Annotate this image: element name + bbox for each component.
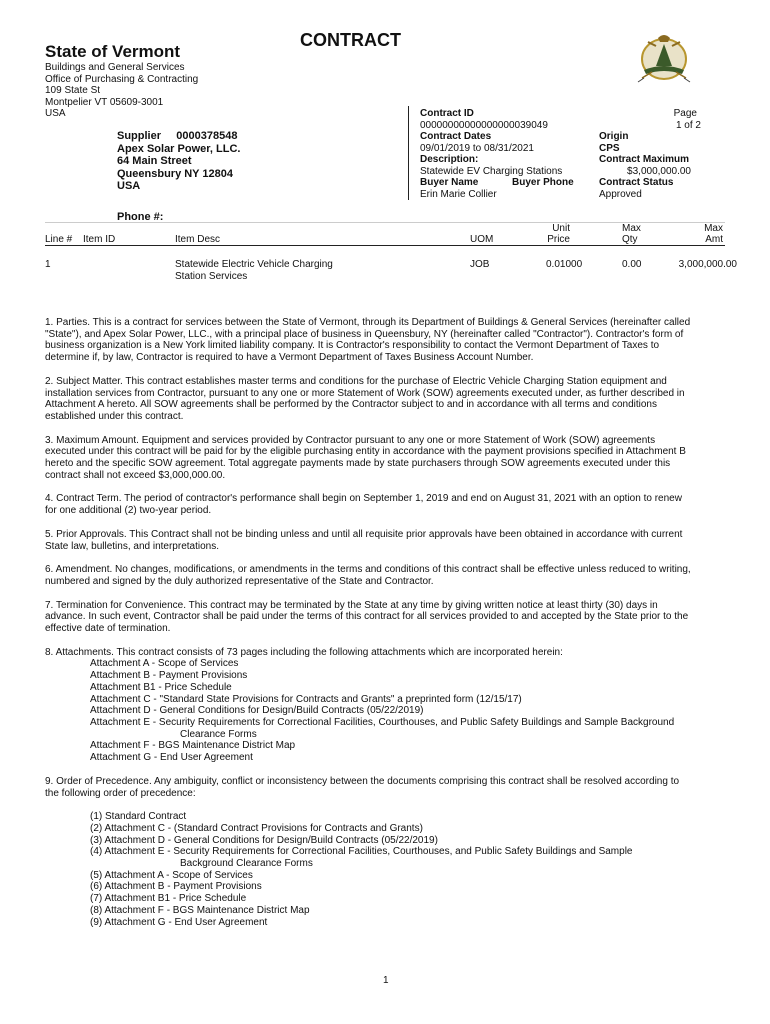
row-line: 1	[45, 259, 51, 270]
row-max-amt: 3,000,000.00	[678, 259, 737, 270]
buyer-phone-label: Buyer Phone	[512, 177, 574, 188]
page-label: Page	[673, 108, 697, 119]
header-max-amt-line: Amt	[705, 234, 723, 245]
paragraph-attachments: 8. Attachments. This contract consists of 73 pages including the following attachments which are incorporated herein:	[45, 646, 563, 658]
header-unit-price-line: Unit	[552, 223, 570, 234]
list-item: Attachment E - Security Requirements for Correctional Facilities, Courthouses, and Public Safety Buildings and Sample Background	[90, 716, 675, 728]
header-max-qty-line: Qty	[622, 234, 638, 245]
origin-label: Origin	[599, 131, 629, 142]
supplier-line: USA	[117, 180, 141, 192]
table-row	[45, 259, 740, 289]
header-line: Line #	[45, 234, 73, 245]
list-item: Attachment C - "Standard State Provisions for Contracts and Grants" a preprinted form (12/15/17)	[90, 693, 522, 705]
state-name: State of Vermont	[45, 42, 181, 61]
list-item: (8) Attachment F - BGS Maintenance District Map	[90, 904, 310, 916]
list-item: (6) Attachment B - Payment Provisions	[90, 881, 262, 893]
header-unit-price	[542, 223, 570, 245]
address-line: 109 State St	[45, 85, 101, 97]
attachments-list	[45, 658, 695, 763]
paragraph-maximum-amount: 3. Maximum Amount. Equipment and services provided by Contractor pursuant to any one or more Statement of Work (SOW) agreements executed under this contract will be paid for by the eligible purchasing entity in accordance with the payment provisions specified in Attachment B hereto and the specific SOW agreement. Total aggregate payments made by state purchasers through SOW agreements executed under this contract shall not exceed $3,000,000.00.	[45, 434, 686, 481]
list-item: Attachment F - BGS Maintenance District Map	[90, 740, 296, 752]
agency-address	[45, 62, 198, 120]
line-items-header	[45, 222, 725, 246]
description-label: Description:	[420, 154, 479, 165]
row-desc-line: Statewide Electric Vehicle Charging	[175, 259, 333, 270]
header-unit-price-line: Price	[547, 234, 570, 245]
list-item: Attachment A - Scope of Services	[90, 658, 239, 670]
precedence-list	[45, 811, 695, 928]
phone-label: Phone #:	[117, 211, 164, 223]
paragraph-subject-matter: 2. Subject Matter. This contract establishes master terms and conditions for the purchase of Electric Vehicle Charging Station equipment and installation services from Contractor, pursuant to any one or more Statement of Work (SOW) agreements executed under, as further described in Attachment A hereto. All SOW agreements shall be performed by the Contractor subject to and in accordance with all terms and conditions established under this contract.	[45, 375, 685, 422]
page-number: 1	[383, 975, 389, 986]
vermont-seal-icon	[634, 32, 694, 84]
header-item-id: Item ID	[83, 234, 116, 245]
list-item: Attachment G - End User Agreement	[90, 752, 253, 764]
header-max-qty-line: Max	[622, 223, 641, 234]
description-value: Statewide EV Charging Stations	[420, 165, 563, 177]
paragraph-termination: 7. Termination for Convenience. This contract may be terminated by the State at any time by giving written notice at least thirty (30) days in advance. In such event, Contractor shall be paid under the terms of this contract for all services provided to and accepted by the State prior to the effective date of termination.	[45, 599, 689, 635]
header-max-amt	[704, 223, 723, 245]
contract-dates-value: 09/01/2019 to 08/31/2021	[420, 142, 534, 154]
origin-value: CPS	[599, 142, 620, 154]
paragraph-order-of-precedence: 9. Order of Precedence. Any ambiguity, conflict or inconsistency between the documents comprising this contract shall be resolved according to the following order of precedence:	[45, 775, 680, 799]
header-item-desc: Item Desc	[175, 234, 221, 245]
contract-body	[45, 317, 695, 928]
list-item: Attachment B - Payment Provisions	[90, 670, 248, 682]
address-line: USA	[45, 108, 66, 120]
supplier-block	[117, 130, 240, 193]
buyer-name-label: Buyer Name	[420, 177, 479, 188]
header-max-qty	[622, 223, 641, 245]
list-item: (4) Attachment E - Security Requirements for Correctional Facilities, Courthouses, and Public Safety Buildings and Sample	[90, 846, 633, 858]
contract-id-value: 00000000000000000039049	[420, 119, 548, 131]
contract-status-label: Contract Status	[599, 177, 674, 188]
supplier-line: 64 Main Street	[117, 155, 192, 167]
paragraph-amendment: 6. Amendment. No changes, modifications, or amendments in the terms and conditions of this contract shall be effective unless reduced to writing, numbered and signed by the duly authorized representative of the State and Contractor.	[45, 564, 691, 587]
row-desc	[175, 259, 333, 282]
supplier-line: Apex Solar Power, LLC.	[117, 142, 241, 155]
supplier-id: 0000378548	[176, 130, 238, 142]
supplier-label: Supplier	[117, 130, 162, 142]
list-item: (2) Attachment C - (Standard Contract Provisions for Contracts and Grants)	[90, 822, 423, 834]
address-line: Office of Purchasing & Contracting	[45, 73, 199, 85]
header-max-amt-line: Max	[704, 223, 723, 234]
contract-maximum-value: $3,000,000.00	[627, 165, 691, 177]
page-value: 1 of 2	[675, 119, 701, 131]
list-item: (3) Attachment D - General Conditions for Design/Build Contracts (05/22/2019)	[90, 834, 438, 846]
list-item: (5) Attachment A - Scope of Services	[90, 869, 253, 881]
list-item: Background Clearance Forms	[180, 858, 313, 870]
row-uom: JOB	[470, 259, 490, 270]
paragraph-parties: 1. Parties. This is a contract for services between the State of Vermont, through its Department of Buildings & General Services (hereinafter called "State"), and Apex Solar Power, LLC., with a principal place of business in Queensbury, NY (hereinafter called "Contractor"). Contractor's form of business organization is a New York limited liability company. It is Contractor's responsibility to contact the Vermont Department of Taxes to determine if, by law, Contractor is required to have a Vermont Department of Taxes Business Account Number.	[45, 317, 691, 364]
address-line: Buildings and General Services	[45, 62, 185, 73]
contract-status-value: Approved	[599, 188, 642, 200]
list-item: (9) Attachment G - End User Agreement	[90, 916, 268, 928]
contract-id-label: Contract ID	[420, 108, 474, 119]
row-max-qty: 0.00	[622, 259, 642, 270]
buyer-name-value: Erin Marie Collier	[420, 188, 497, 200]
contract-info-panel	[408, 106, 699, 200]
row-unit-price: 0.01000	[546, 259, 583, 270]
paragraph-prior-approvals: 5. Prior Approvals. This Contract shall not be binding unless and until all requisite prior approvals have been obtained in accordance with current State law, bulletins, and interpretations.	[45, 528, 683, 552]
row-desc-line: Station Services	[175, 270, 248, 282]
paragraph-contract-term: 4. Contract Term. The period of contractor's performance shall begin on September 1, 2019 and end on August 31, 2021 with an option to renew for one additional (2) two-year period.	[45, 493, 682, 517]
contract-dates-label: Contract Dates	[420, 131, 492, 142]
address-line: Montpelier VT 05609-3001	[45, 96, 164, 108]
document-title: CONTRACT	[300, 30, 401, 50]
supplier-line: Queensbury NY 12804	[117, 167, 233, 180]
header-uom: UOM	[470, 234, 494, 245]
list-item: Attachment D - General Conditions for Design/Build Contracts (05/22/2019)	[90, 705, 424, 717]
list-item: Attachment B1 - Price Schedule	[90, 681, 232, 693]
contract-maximum-label: Contract Maximum	[599, 154, 690, 165]
list-item: (1) Standard Contract	[90, 811, 187, 823]
list-item: Clearance Forms	[180, 728, 257, 740]
list-item: (7) Attachment B1 - Price Schedule	[90, 893, 247, 905]
